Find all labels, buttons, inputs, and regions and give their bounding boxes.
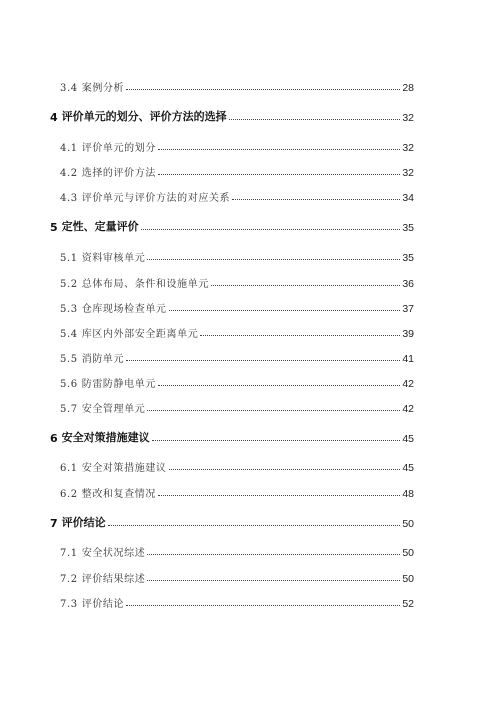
toc-entry-4-1[interactable] <box>60 136 414 154</box>
toc-entry-5-3[interactable] <box>60 297 414 315</box>
dot-leader <box>147 259 400 260</box>
toc-entry-number: 7.3 <box>60 599 78 610</box>
toc-entry-number: 5.5 <box>60 354 78 365</box>
toc-entry-number: 6.1 <box>60 463 78 474</box>
toc-entry-title: 评价单元的划分 <box>81 143 156 154</box>
toc-entry-5-5[interactable] <box>60 347 414 365</box>
toc-entry-number: 5.3 <box>60 304 78 315</box>
dot-leader <box>152 440 401 441</box>
toc-entry-4-3[interactable] <box>60 186 414 204</box>
toc-entry-3-4[interactable] <box>60 76 414 94</box>
toc-entry-page: 35 <box>402 252 414 264</box>
toc-entry-5[interactable] <box>50 216 414 234</box>
toc-entry-number: 7 <box>50 517 58 530</box>
toc-entry-page: 48 <box>402 488 414 500</box>
toc-entry-5-4[interactable] <box>60 322 414 340</box>
toc-entry-5-1[interactable] <box>60 246 414 264</box>
toc-entry-page: 28 <box>402 82 414 94</box>
toc-entry-number: 5.7 <box>60 404 78 415</box>
toc-entry-title: 选择的评价方法 <box>81 168 156 179</box>
dot-leader <box>158 495 400 496</box>
toc-entry-number: 7.1 <box>60 548 78 559</box>
dot-leader <box>147 554 400 555</box>
dot-leader <box>126 89 400 90</box>
dot-leader <box>169 310 401 311</box>
dot-leader <box>229 119 401 120</box>
toc-entry-number: 4.1 <box>60 143 78 154</box>
toc-entry-title: 安全对策措施建议 <box>81 463 167 474</box>
toc-entry-title: 总体布局、条件和设施单元 <box>81 279 209 290</box>
toc-entry-title: 防雷防静电单元 <box>81 379 156 390</box>
toc-entry-page: 52 <box>402 598 414 610</box>
toc-entry-page: 42 <box>402 403 414 415</box>
toc-entry-4[interactable] <box>50 106 414 124</box>
toc-entry-number: 4.3 <box>60 193 78 204</box>
toc-entry-5-6[interactable] <box>60 372 414 390</box>
toc-entry-number: 5 <box>50 221 58 234</box>
toc-entry-6[interactable] <box>50 427 414 445</box>
toc-entry-title: 案例分析 <box>81 83 125 94</box>
dot-leader <box>126 360 400 361</box>
toc-entry-title: 消防单元 <box>81 354 125 365</box>
toc-entry-title: 评价结论 <box>81 599 125 610</box>
toc-entry-title: 安全状况综述 <box>81 548 146 559</box>
toc-entry-title: 安全管理单元 <box>81 404 146 415</box>
dot-leader <box>158 174 400 175</box>
toc-entry-page: 50 <box>402 573 414 585</box>
dot-leader <box>147 410 400 411</box>
toc-entry-title: 评价结果综述 <box>81 574 146 585</box>
toc-entry-page: 32 <box>402 112 414 124</box>
toc-entry-title: 安全对策措施建议 <box>61 431 150 444</box>
toc-entry-title: 仓库现场检查单元 <box>81 304 167 315</box>
toc-entry-page: 37 <box>402 303 414 315</box>
dot-leader <box>158 149 400 150</box>
toc-entry-number: 7.2 <box>60 574 78 585</box>
dot-leader <box>200 335 400 336</box>
toc-entry-5-2[interactable] <box>60 272 414 290</box>
toc-entry-7-3[interactable] <box>60 592 414 610</box>
toc-entry-page: 34 <box>402 192 414 204</box>
dot-leader <box>232 199 400 200</box>
toc-entry-page: 50 <box>402 547 414 559</box>
toc-entry-page: 39 <box>402 328 414 340</box>
toc-entry-page: 32 <box>402 142 414 154</box>
dot-leader <box>158 385 400 386</box>
toc-entry-page: 32 <box>402 167 414 179</box>
toc-entry-page: 41 <box>402 353 414 365</box>
toc-entry-7-1[interactable] <box>60 541 414 559</box>
toc-entry-title: 库区内外部安全距离单元 <box>81 329 199 340</box>
toc-entry-title: 整改和复查情况 <box>81 489 156 500</box>
toc-entry-6-1[interactable] <box>60 456 414 474</box>
toc-entry-7-2[interactable] <box>60 567 414 585</box>
toc-entry-number: 4.2 <box>60 168 78 179</box>
dot-leader <box>108 525 401 526</box>
toc-entry-title: 定性、定量评价 <box>61 220 139 233</box>
toc-entry-number: 5.4 <box>60 329 78 340</box>
toc-entry-page: 45 <box>402 462 414 474</box>
toc-entry-page: 36 <box>402 278 414 290</box>
toc-entry-number: 6.2 <box>60 489 78 500</box>
dot-leader <box>126 605 400 606</box>
toc-entry-number: 6 <box>50 432 58 445</box>
toc-entry-page: 42 <box>402 378 414 390</box>
toc-entry-6-2[interactable] <box>60 482 414 500</box>
toc-entry-number: 3.4 <box>60 83 78 94</box>
toc-entry-number: 4 <box>50 111 58 124</box>
toc-entry-7[interactable] <box>50 512 414 530</box>
toc-entry-title: 资料审核单元 <box>81 253 146 264</box>
dot-leader <box>141 229 401 230</box>
dot-leader <box>211 285 400 286</box>
toc-entry-5-7[interactable] <box>60 397 414 415</box>
toc-entry-number: 5.2 <box>60 279 78 290</box>
toc-entry-title: 评价单元的划分、评价方法的选择 <box>61 110 227 123</box>
toc-entry-page: 35 <box>402 222 414 234</box>
toc-entry-page: 50 <box>402 518 414 530</box>
dot-leader <box>147 580 400 581</box>
toc-entry-page: 45 <box>402 433 414 445</box>
toc-entry-number: 5.6 <box>60 379 78 390</box>
toc-entry-number: 5.1 <box>60 253 78 264</box>
dot-leader <box>169 469 401 470</box>
toc-entry-title: 评价结论 <box>61 516 106 529</box>
toc-entry-title: 评价单元与评价方法的对应关系 <box>81 193 231 204</box>
toc-entry-4-2[interactable] <box>60 161 414 179</box>
